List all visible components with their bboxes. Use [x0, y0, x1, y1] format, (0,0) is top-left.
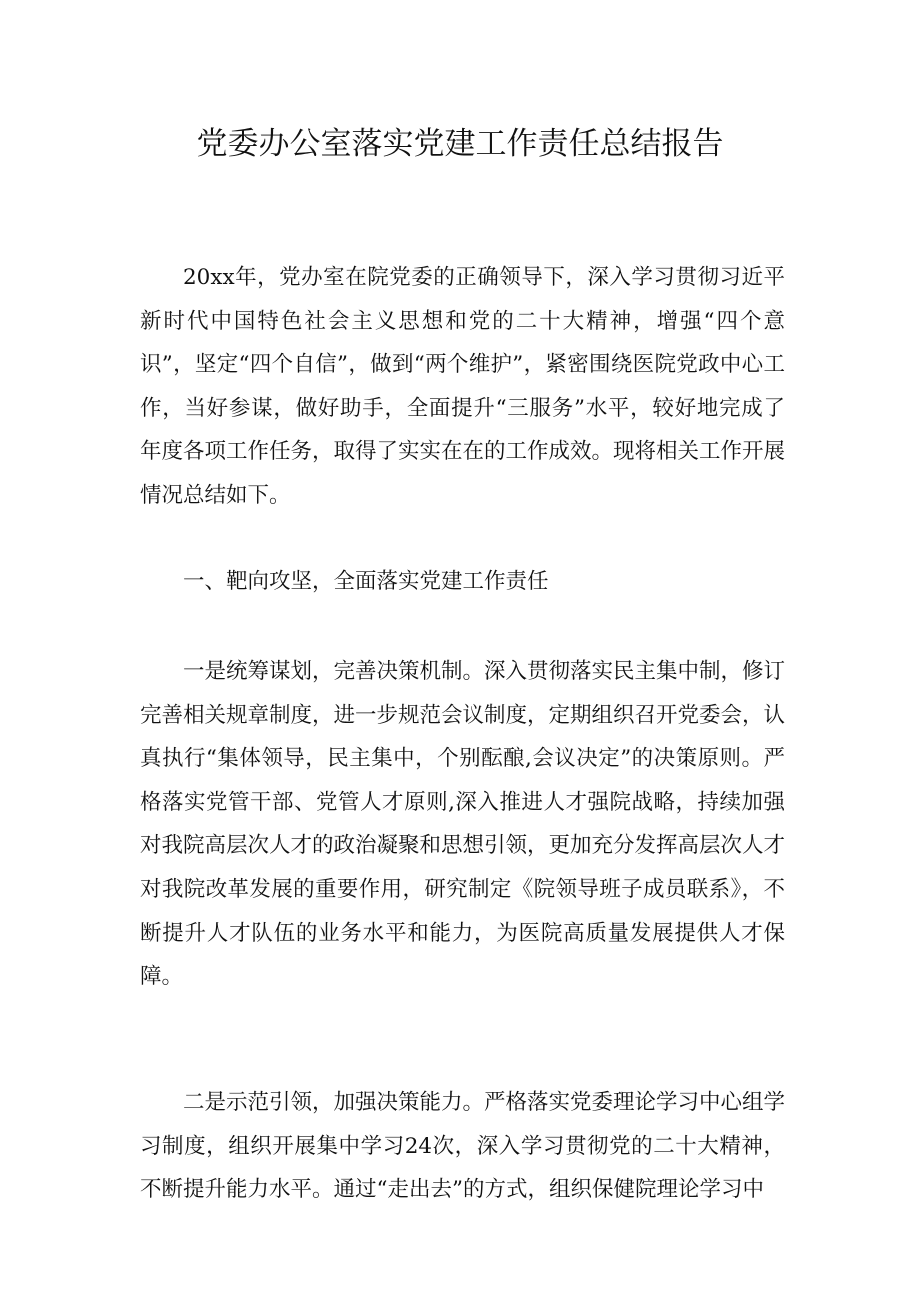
document-title: 党委办公室落实党建工作责任总结报告 [196, 126, 724, 162]
intro-paragraph: 20xx年，党办室在院党委的正确领导下，深入学习贯彻习近平新时代中国特色社会主义思想和党的二十大精神，增强“四个意识”，坚定“四个自信”，做到“两个维护”，紧密围绕医院党政中心工作，当好参谋，做好助手，全面提升“三服务”水平，较好地完成了年度各项工作任务，取得了实实在在的工作成效。现将相关工作开展情况总结如下。 [140, 265, 786, 508]
paragraph-2-block [140, 1081, 785, 1212]
paragraph-2: 二是示范引领，加强决策能力。严格落实党委理论学习中心组学习制度，组织开展集中学习24次，深入学习贯彻党的二十大精神，不断提升能力水平。通过“走出去”的方式，组织保健院理论学习中 [140, 1090, 786, 1203]
section-heading-block [140, 560, 785, 604]
intro-paragraph-block [140, 256, 785, 518]
section-heading: 一、靶向攻坚，全面落实党建工作责任 [183, 569, 549, 594]
paragraph-1: 一是统筹谋划，完善决策机制。深入贯彻落实民主集中制，修订完善相关规章制度，进一步规范会议制度，定期组织召开党委会，认真执行“集体领导，民主集中，个别酝酿,会议决定”的决策原则。严格落实党管干部、党管人才原则,深入推进人才强院战略，持续加强对我院高层次人才的政治凝聚和思想引领，更加充分发挥高层次人才对我院改革发展的重要作用，研究制定《院领导班子成员联系》，不断提升人才队伍的业务水平和能力，为医院高质量发展提供人才保障。 [140, 659, 786, 990]
paragraph-1-block [140, 650, 785, 999]
